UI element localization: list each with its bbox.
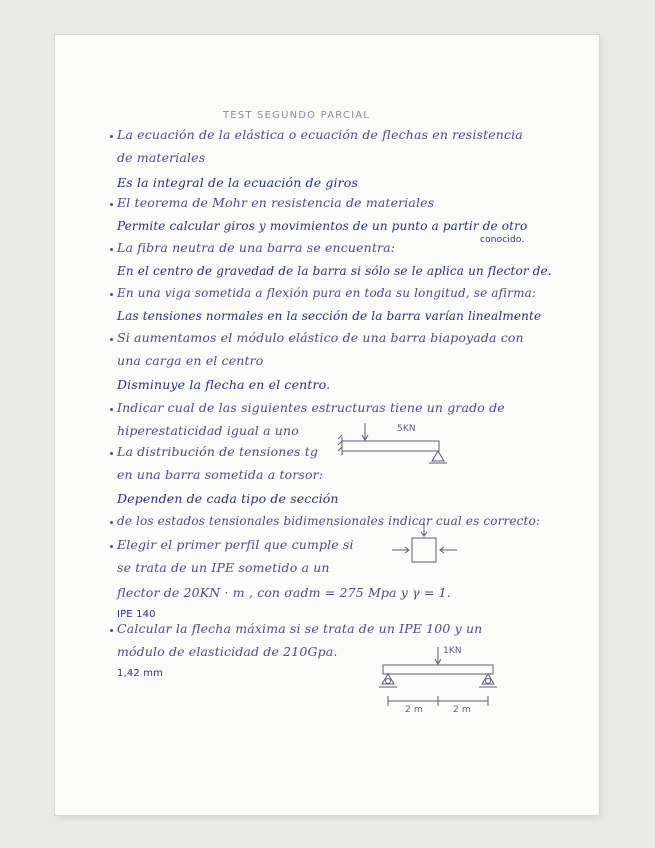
beam-1kn — [383, 665, 493, 674]
load-label-5kn: 5KN — [397, 424, 416, 434]
question-8: de los estados tensionales bidimensionales indicar cual es correcto: — [117, 514, 541, 528]
span-label-left: 2 m — [405, 705, 423, 715]
bullet-q6 — [110, 408, 113, 411]
beam-5kn — [342, 441, 439, 451]
question-9-line-3: flector de 20KN · m , con σadm = 275 Mpa y γ = 1. — [117, 585, 451, 600]
pin-support-right — [482, 674, 494, 684]
bullet-q1 — [110, 135, 113, 138]
question-6-line-2: hiperestaticidad igual a uno — [117, 423, 299, 438]
answer-7: Dependen de cada tipo de sección — [117, 491, 339, 506]
question-5-line-2: una carga en el centro — [117, 353, 264, 368]
question-10-line-2: módulo de elasticidad de 210Gpa. — [117, 644, 338, 659]
question-6-line-1: Indicar cual de las siguientes estructuras tiene un grado de — [117, 400, 505, 415]
question-10-line-1: Calcular la flecha máxima si se trata de un IPE 100 y un — [117, 621, 483, 636]
bullet-q3 — [110, 248, 113, 251]
bullet-q2 — [110, 203, 113, 206]
pin-support-5kn — [432, 451, 444, 461]
question-9-line-2: se trata de un IPE sometido a un — [117, 560, 330, 575]
answer-10: 1,42 mm — [117, 668, 163, 679]
question-5-line-1: Si aumentamos el módulo elástico de una barra biapoyada con — [117, 330, 524, 345]
answer-9: IPE 140 — [117, 609, 156, 620]
question-7-line-1: La distribución de tensiones tg — [117, 444, 319, 459]
bullet-q8 — [110, 521, 113, 524]
bullet-q10 — [110, 629, 113, 632]
question-7-line-2: en una barra sometida a torsor: — [117, 467, 324, 482]
pin-support-left — [382, 674, 394, 684]
bullet-q7 — [110, 452, 113, 455]
bullet-q5 — [110, 338, 113, 341]
question-3: La fibra neutra de una barra se encuentra: — [117, 240, 396, 255]
question-9-line-1: Elegir el primer perfil que cumple si — [117, 537, 354, 552]
load-arrow-5kn-head — [362, 435, 368, 440]
question-2: El teorema de Mohr en resistencia de materiales — [117, 195, 435, 210]
answer-3: En el centro de gravedad de la barra si sólo se le aplica un flector de. — [117, 264, 552, 278]
question-4: En una viga sometida a flexión pura en toda su longitud, se afirma: — [117, 286, 537, 300]
answer-4: Las tensiones normales en la sección de la barra varían linealmente — [117, 309, 542, 323]
stress-element-square — [412, 538, 436, 562]
answer-2-note: conocido. — [480, 235, 525, 245]
answer-5: Disminuye la flecha en el centro. — [117, 377, 331, 392]
question-1-line-2: de materiales — [117, 150, 206, 165]
page-title: TEST SEGUNDO PARCIAL — [223, 110, 371, 121]
answer-1: Es la integral de la ecuación de giros — [117, 175, 359, 190]
exam-sheet — [55, 35, 599, 815]
question-1-line-1: La ecuación de la elástica o ecuación de flechas en resistencia — [117, 127, 523, 142]
bullet-q9 — [110, 545, 113, 548]
span-label-right: 2 m — [453, 705, 471, 715]
load-label-1kn: 1KN — [443, 646, 462, 656]
answer-2: Permite calcular giros y movimientos de un punto a partir de otro — [117, 219, 528, 233]
load-arrow-1kn-head — [435, 659, 441, 664]
bullet-q4 — [110, 293, 113, 296]
